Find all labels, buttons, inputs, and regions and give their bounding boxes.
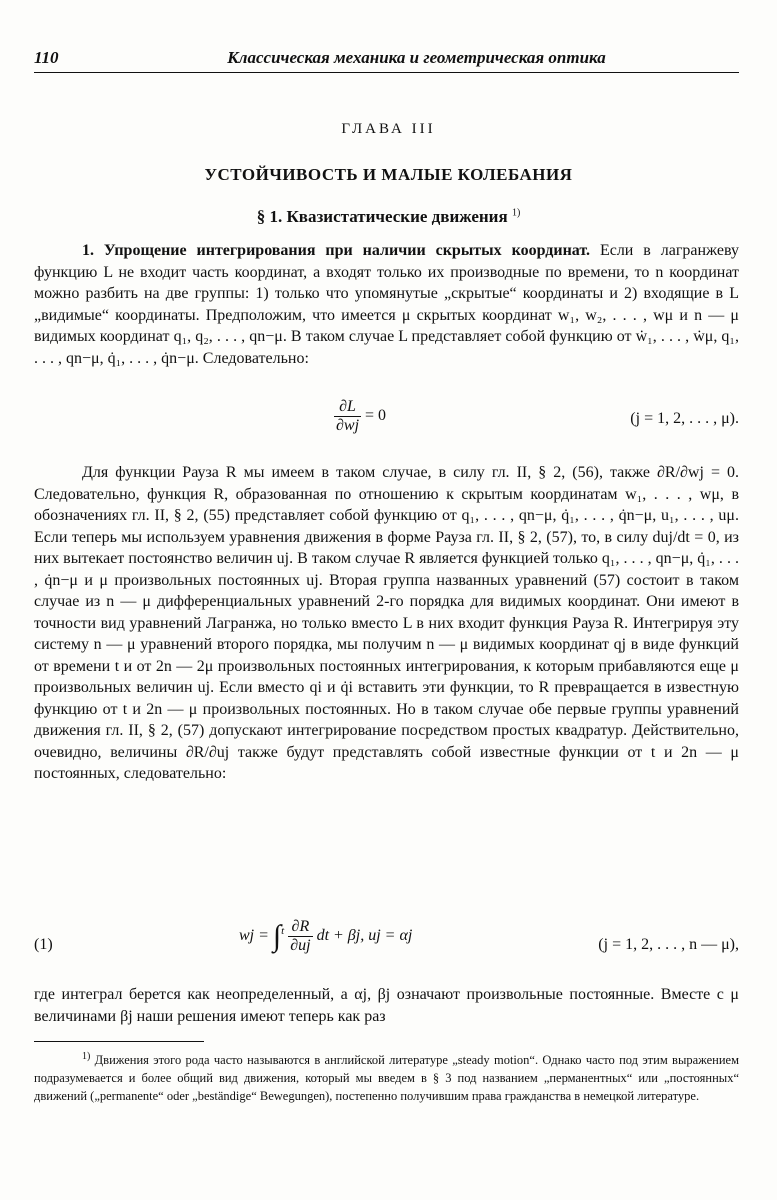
equation-1-label: (1) [34,936,53,953]
integral-sign: ∫ [272,919,282,953]
fraction-dR-duj [288,918,312,955]
paragraph-1-body: Если в лагранжеву функцию L не входит часть координат, а входят только их производные по времени, то n координат можно разбить на две группы: 1) только что упомянутые „скрытые“ координаты и 2) входящие в L „видимые“ координаты. Предположим, что имеется μ скрытых координат w₁, w₂, . . . , wμ и n — μ видимых координат q₁, q₂, . . . , qn−μ. В таком случае L представляет собой функцию от ẇ₁, . . . , ẇμ, q₁, . . . , qn−μ, q̇₁, . . . , q̇n−μ. Следовательно: [34,242,739,367]
footnote-rule [34,1041,204,1042]
equation-1-body [239,918,412,955]
paragraph-1 [34,240,739,369]
equation-1-lhs: wj = [239,927,269,945]
page-number: 110 [34,48,59,67]
footnote-text: Движения этого рода часто называются в английской литературе „steady motion“. Однако часто под этим выражением подразумевается и более общий вид движения, который мы введем в § 3 под названием „перманентных“ или „постоянных“ движений („permanente“ oder „beständige“ Bewegungen), постепенно получившим права гражданства в немецкой литературе. [34,1053,740,1104]
section-heading [0,207,777,227]
fraction-dL-dwj [334,398,361,435]
section-label: § 1. Квазистатические движения [256,207,508,226]
chapter-heading: ГЛАВА III [341,121,436,137]
equation-1-condition: (j = 1, 2, . . . , n — μ), [598,936,739,953]
fraction-denominator: ∂uj [290,937,311,954]
paragraph-1-heading: 1. Упрощение интегрирования при наличии скрытых координат. [82,242,591,259]
equation-dL-condition: (j = 1, 2, . . . , μ). [630,410,739,427]
integral-upper-limit: t [281,924,285,937]
equation-dL [34,398,739,442]
fraction-numerator: ∂R [288,918,312,937]
running-title: Классическая механика и геометрическая оптика [227,48,606,67]
fraction-numerator: ∂L [334,398,361,417]
footnote [34,1048,739,1105]
equation-1-tail: dt + βj, uj = αj [316,927,413,945]
paragraph-3 [34,984,739,1027]
paragraph-3-body: где интеграл берется как неопределенный, а αj, βj означают произвольные постоянные. Вместе с μ величинами βj наши решения имеют теперь как раз [34,986,739,1025]
equation-dL-body [334,398,386,435]
fraction-denominator: ∂wj [336,417,360,434]
chapter-title: УСТОЙЧИВОСТЬ И МАЛЫЕ КОЛЕБАНИЯ [204,165,573,184]
section-note-mark: 1) [511,207,521,219]
paragraph-2-body: Для функции Рауза R мы имеем в таком случае, в силу гл. II, § 2, (56), также ∂R/∂wj = 0. Следовательно, функция R, образованная по отношению к скрытым координатам w₁, . . . , wμ, в обозначениях гл. II, § 2, (55) представляет собой функцию от q₁, . . . , qn−μ, q̇₁, . . . , q̇n−μ, u₁, . . . , uμ. Если теперь мы используем уравнения движения в форме Рауза гл. II, § 2, (57), то, в силу duj/dt = 0, из них вытекает постоянство величин uj. В таком случае R является функцией только q₁, . . . , qn−μ, q̇₁, . . . , q̇n−μ и μ произвольных постоянных uj. Вторая группа названных уравнений (57) состоит в таком случае из n — μ дифференциальных уравнений 2-го порядка для видимых координат. Они имеют в точности вид уравнений Лагранжа, но только вместо L в них входит функция Рауза R. Интегрируя эту систему n — μ уравнений второго порядка, мы получим n — μ видимых координат qj в виде функций от времени t и от 2n — 2μ произвольных постоянных интегрирования, к которым прибавляются еще μ произвольных величин uj. Если вместо qi и q̇i вставить эти функции, то R превращается в известную функцию от t и 2n — μ произвольных постоянных. Но в таком случае обе первые группы уравнений движения гл. II, § 2, (57) допускают интегрирование посредством простых квадратур. Действительно, очевидно, величины ∂R/∂uj также будут представлять собой известные функции от t и 2n — μ постоянных, следовательно: [34,464,739,782]
running-header [34,48,739,73]
footnote-mark: 1) [82,1051,91,1062]
equation-rhs: = 0 [365,407,387,425]
equation-1 [34,918,739,976]
paragraph-2 [34,462,739,785]
